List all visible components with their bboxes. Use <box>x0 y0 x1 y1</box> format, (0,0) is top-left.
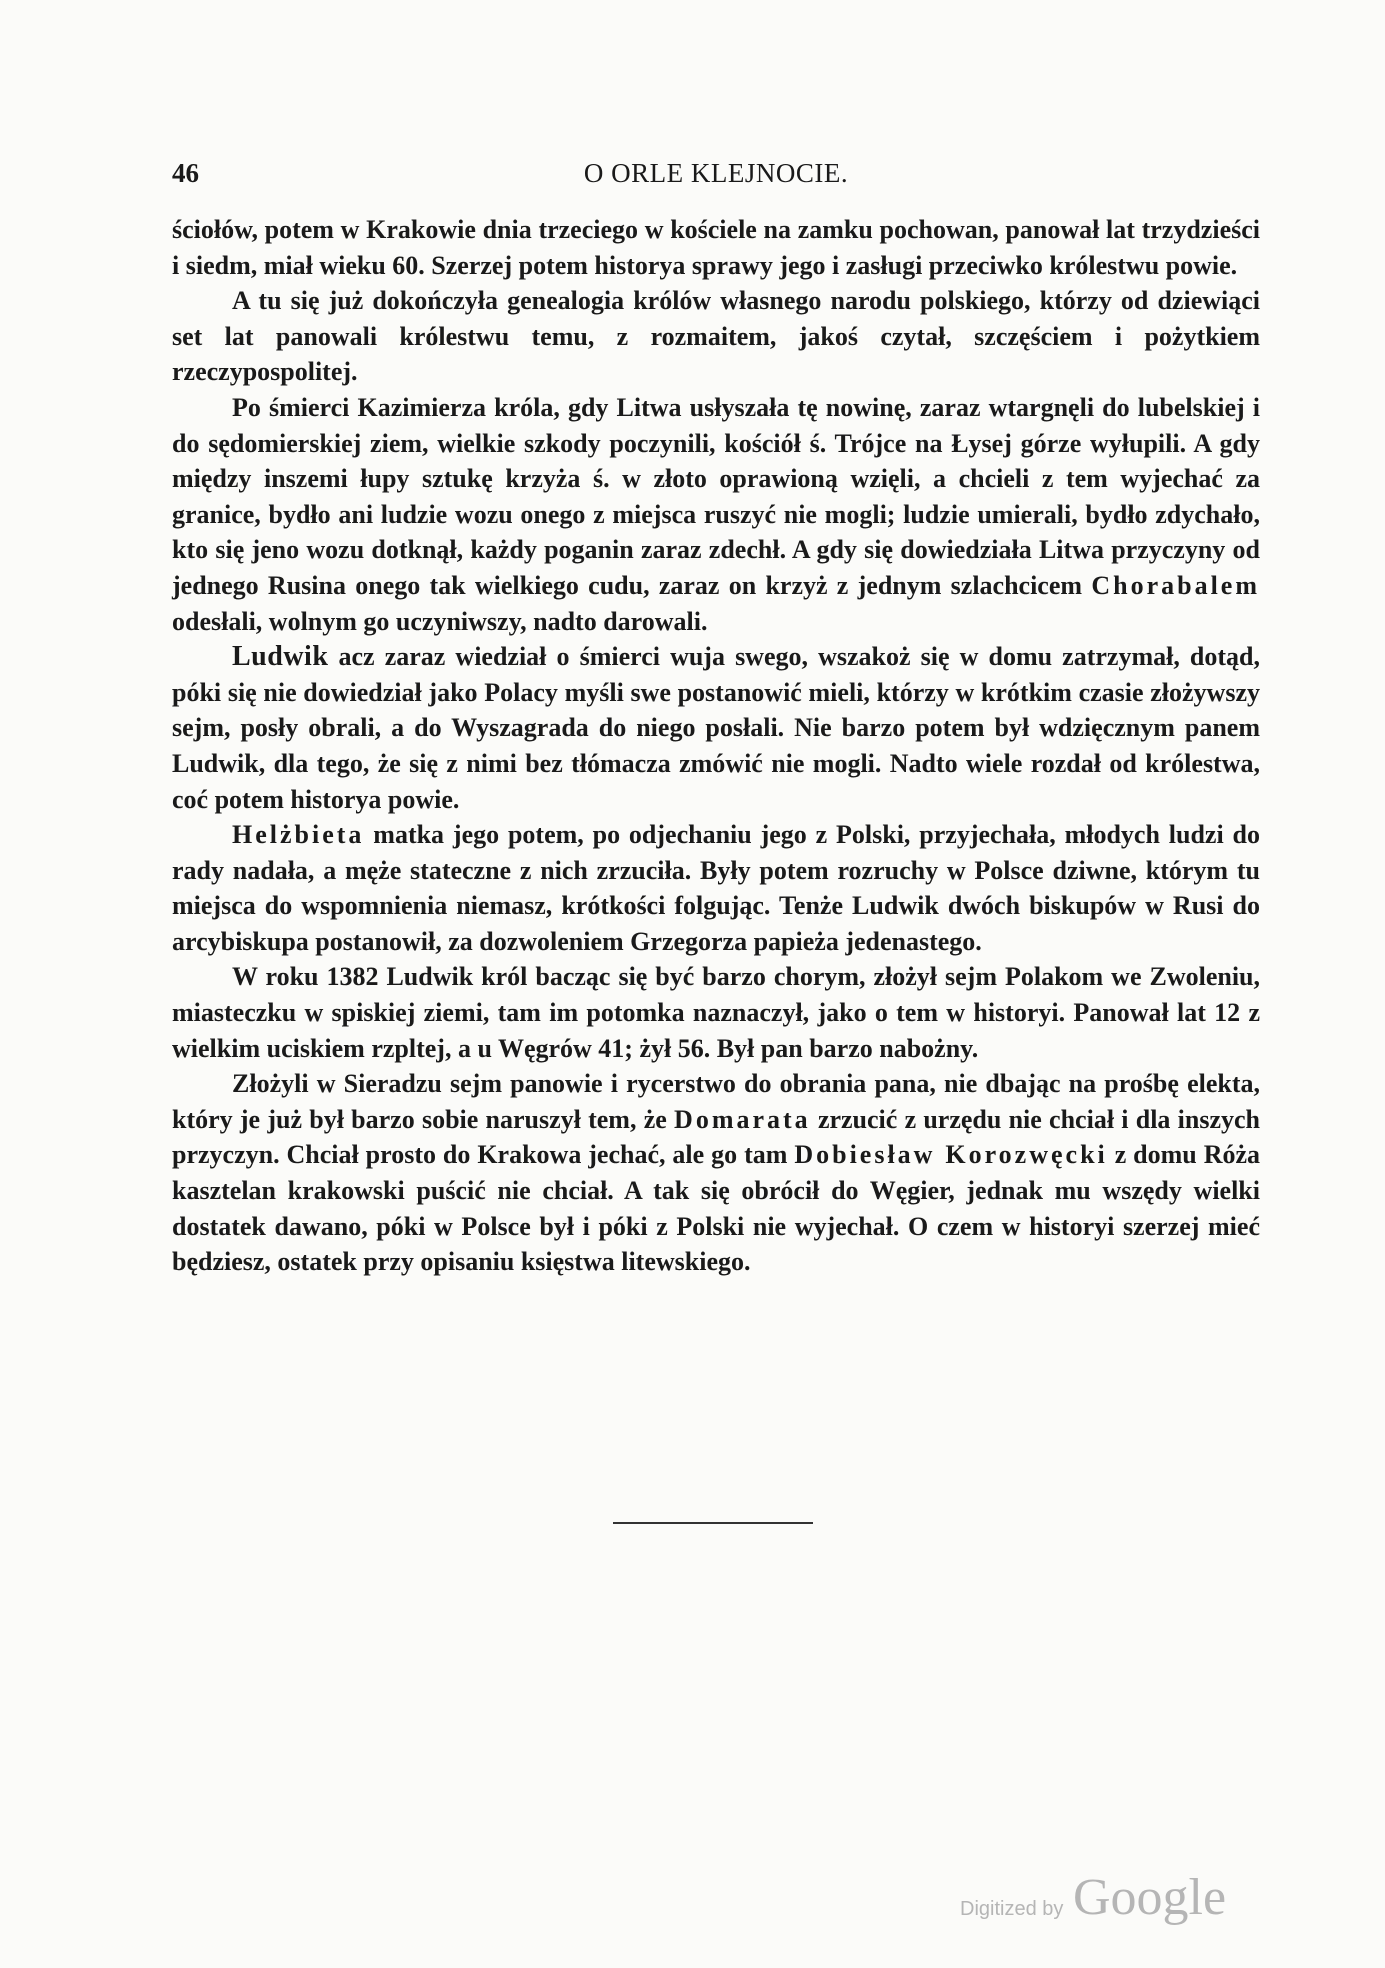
page-number: 46 <box>172 158 199 188</box>
paragraph-5 <box>172 817 1260 959</box>
paragraph-5-text: matka jego potem, po odjechaniu jego z Polski, przyjechała, młodych ludzi do rady nadała, a męże stateczne z nich zrzuciła. Były potem rozruchy w Polsce dziwne, którym tu miejsca do wspomnienia niemasz, krótkości folgując. Tenże Ludwik dwóch biskupów w Rusi do arcybiskupa postanowił, za dozwoleniem Grzegorza papieża jedenastego. <box>172 820 1261 956</box>
body-text <box>172 212 1260 1280</box>
digitization-watermark <box>960 1868 1260 1938</box>
paragraph-4 <box>172 639 1260 817</box>
paragraph-3-text-b: odesłali, wolnym go uczyniwszy, nadto darowali. <box>172 606 708 636</box>
person-name-chorabal: Chorabalem <box>1091 570 1260 600</box>
paragraph-2-text: A tu się już dokończyła genealogia królów własnego narodu polskiego, którzy od dziewiąci set lat panowali królestwu temu, z rozmaitem, jakoś czytał, szczęściem i pożytkiem rzeczypospolitej. <box>172 286 1260 387</box>
paragraph-7-text-a: Złożyli w Sieradzu sejm panowie i rycerstwo do obrania pana, nie dbając na prośbę elekta, który je już był barzo sobie naruszył tem, że <box>172 1069 1260 1134</box>
paragraph-7-text-b: zrzucić z urzędu nie chciał i dla inszych przyczyn. Chciał prosto do Krakowa jechać, ale go tam <box>172 1104 1261 1170</box>
paragraph-1 <box>172 212 1260 283</box>
paragraph-1-text: ściołów, potem w Krakowie dnia trzeciego w kościele na zamku pochowan, panował lat trzydzieści i siedm, miał wieku 60. Szerzej potem historya sprawy jego i zasługi przeciwko królestwu powie. <box>172 215 1260 280</box>
running-title: O ORLE KLEJNOCIE. <box>583 158 849 188</box>
paragraph-2 <box>172 283 1260 390</box>
person-name-helzbieta: Helżbieta <box>232 820 365 850</box>
paragraph-6 <box>172 959 1260 1066</box>
paragraph-3-text-a: Po śmierci Kazimierza króla, gdy Litwa usłyszała tę nowinę, zaraz wtargnęli do lubelskiej i do sędomierskiej ziem, wielkie szkody poczynili, kościół ś. Trójce na Łysej górze wyłupili. A gdy między inszemi łupy sztukę krzyża ś. w złoto oprawioną wzięli, a chcieli z tem wyjechać za granice, bydło ani ludzie wozu onego z miejsca ruszyć nie mogli; ludzie umierali, bydło zdychało, kto się jeno wozu dotknął, każdy poganin zaraz zdechł. A gdy się dowiedziała Litwa przyczyny od jednego Rusina onego tak wielkiego cudu, zaraz on krzyż z jednym szlachcicem <box>172 392 1260 600</box>
paragraph-7 <box>172 1066 1260 1280</box>
person-name-ludwik: Ludwik <box>232 641 329 673</box>
person-name-dobieslaw: Dobiesław Korozwęcki <box>794 1140 1108 1170</box>
paragraph-7-text-c: z domu Róża kasztelan krakowski puścić nie chciał. A tak się obrócił do Węgier, jednak mu wszędy wielki dostatek dawano, póki w Polsce był i póki z Polski nie wyjechał. O czem w historyi szerzej mieć będziesz, ostatek przy opisaniu księstwa litewskiego. <box>172 1140 1261 1277</box>
section-end-rule <box>613 1522 813 1524</box>
watermark-prefix: Digitized by <box>960 1898 1064 1920</box>
paragraph-4-text: acz zaraz wiedział o śmierci wuja swego, wszakoż się w domu zatrzymał, dotąd, póki się nie dowiedział jako Polacy myśli swe postanowić mieli, którzy w krótkim czasie złożywszy sejm, posły obrali, a do Wyszagrada do niego posłali. Nie barzo potem był wdzięcznym panem Ludwik, dla tego, że się z nimi bez tłómacza zmówić nie mogli. Nadto wiele rozdał od królestwa, coć potem historya powie. <box>172 642 1260 814</box>
watermark-logo: Google <box>1073 1869 1227 1926</box>
paragraph-3 <box>172 390 1260 639</box>
paragraph-6-text: W roku 1382 Ludwik król bacząc się być barzo chorym, złożył sejm Polakom we Zwoleniu, miasteczku w spiskiej ziemi, tam im potomka naznaczył, jako o tem w historyi. Panował lat 12 z wielkim uciskiem rzpltej, a u Węgrów 41; żył 56. Był pan barzo nabożny. <box>172 962 1260 1063</box>
person-name-domarat: Domarata <box>674 1104 811 1134</box>
page-header <box>172 158 1260 198</box>
